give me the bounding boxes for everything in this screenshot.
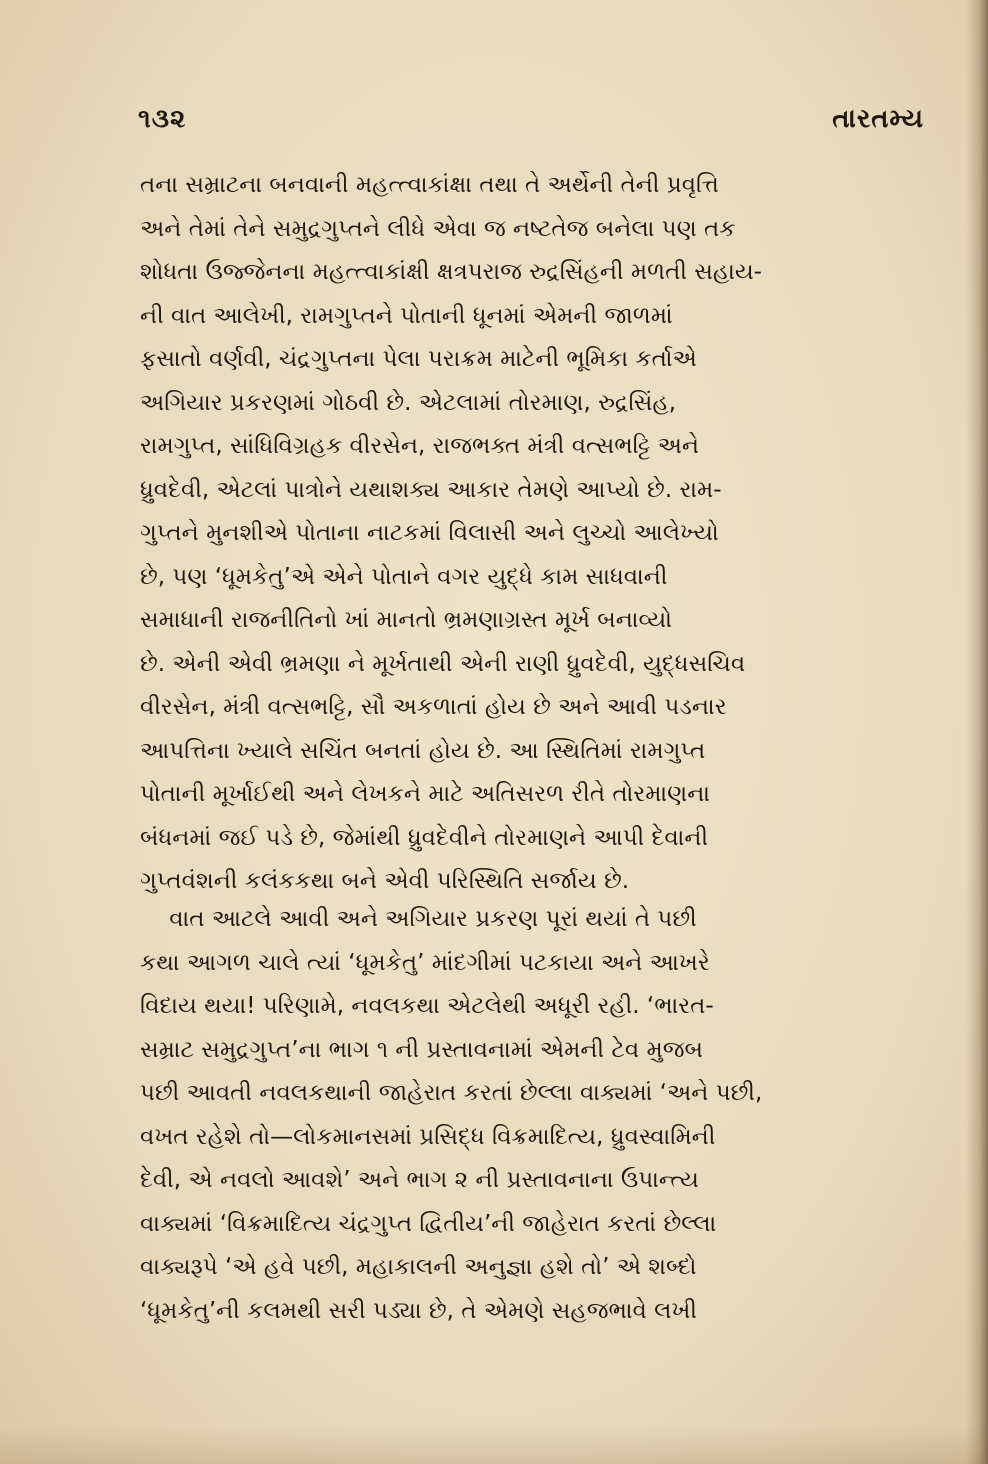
text-line: પોતાની મૂર્ખાઈથી અને લેખકને માટે અતિસરળ રીતે તોરમાણના (140, 781, 711, 807)
running-title: તારતમ્ય (832, 104, 924, 134)
text-line: વાક્યમાં ‘વિક્રમાદિત્ય ચંદ્રગુપ્ત દ્વિતીય’ની જાહેરાત કરતાં છેલ્લા (140, 1210, 717, 1237)
paragraph-2 (140, 898, 910, 1333)
text-line: વિદાય થયા! પરિણામે, નવલકથા એટલેથી અધૂરી રહી. ‘ભારત- (140, 993, 714, 1019)
text-line: ‘ધૂમકેતુ’ની કલમથી સરી પડ્યા છે, તે એમણે સહજભાવે લખી (140, 1297, 698, 1324)
text-line: વાક્યરૂપે ‘એ હવે પછી, મહાકાલની અનુજ્ઞા હશે તો’ એ શબ્દો (140, 1254, 697, 1280)
text-line: છે. એની એવી ભ્રમણા ને મૂર્ખતાથી એની રાણી ધ્રુવદેવી, યુદ્ધસચિવ (140, 650, 746, 677)
text-line: પછી આવતી નવલકથાની જાહેરાત કરતાં છેલ્લા વાક્યમાં ‘અને પછી, (140, 1080, 763, 1106)
page-header (138, 104, 924, 140)
page-number: ૧૩૨ (138, 104, 187, 134)
page-bottom-shadow (0, 1424, 988, 1464)
text-line: ફસાતો વર્ણવી, ચંદ્રગુપ્તના પેલા પરાક્રમ માટેની ભૂમિકા કર્તાએ (140, 346, 697, 372)
text-line: સમાધાની રાજનીતિનો ખાં માનતો ભ્રમણાગ્રસ્ત મૂર્ખ બનાવ્યો (140, 607, 672, 633)
text-line: રામગુપ્ત, સાંધિવિગ્રહક વીરસેન, રાજભક્ત મંત્રી વત્સભટ્ટિ અને (140, 433, 700, 459)
text-line: બંધનમાં જઈ પડે છે, જેમાંથી ધ્રુવદેવીને તોરમાણને આપી દેવાની (140, 824, 709, 851)
text-line: વખત રહેશે તો—લોકમાનસમાં પ્રસિદ્ધ વિક્રમાદિત્ય, ધ્રુવસ્વામિની (140, 1123, 716, 1150)
text-line: ધ્રુવદેવી, એટલાં પાત્રોને યથાશક્ય આકાર તેમણે આપ્યો છે. રામ- (140, 476, 722, 503)
text-line: ગુપ્તને મુનશીએ પોતાના નાટકમાં વિલાસી અને લુચ્ચો આલેખ્યો (140, 520, 719, 546)
text-line: દેવી, એ નવલો આવશે’ અને ભાગ ૨ ની પ્રસ્તાવનાના ઉપાન્ત્ય (140, 1167, 699, 1193)
text-line: તના સમ્રાટના બનવાની મહત્ત્વાકાંક્ષા તથા તે અર્થેની તેની પ્રવૃત્તિ (140, 172, 719, 198)
text-line: વીરસેન, મંત્રી વત્સભટ્ટિ, સૌ અકળાતાં હોય છે અને આવી પડનાર (140, 694, 727, 720)
text-line: કથા આગળ ચાલે ત્યાં ‘ધૂમકેતુ’ માંદગીમાં પટકાયા અને આખરે (140, 949, 710, 976)
page-edge-shadow (966, 0, 988, 1464)
text-line: ગુપ્તવંશની કલંકકથા બને એવી પરિસ્થિતિ સર્જાય છે. (140, 868, 630, 894)
text-line: શોધતા ઉજ્જેનના મહત્ત્વાકાંક્ષી ક્ષત્રપરાજ રુદ્રસિંહની મળતી સહાય- (140, 259, 762, 285)
text-line: ની વાત આલેખી, રામગુપ્તને પોતાની ધૂનમાં એમની જાળમાં (140, 302, 673, 329)
text-line: વાત આટલે આવી અને અગિયાર પ્રકરણ પૂરાં થયાં તે પછી (140, 906, 697, 932)
text-line: છે, પણ ‘ધૂમકેતુ’એ એને પોતાને વગર યુદ્ધે કામ સાધવાની (140, 563, 668, 590)
text-line: અગિયાર પ્રકરણમાં ગોઠવી છે. એટલામાં તોરમાણ, રુદ્રસિંહ, (140, 389, 677, 416)
text-line: અને તેમાં તેને સમુદ્રગુપ્તને લીધે એવા જ નષ્ટતેજ બનેલા પણ તક (140, 215, 736, 242)
text-line: સમ્રાટ સમુદ્રગુપ્ત’ના ભાગ ૧ ની પ્રસ્તાવનામાં એમની ટેવ મુજબ (140, 1036, 703, 1063)
paragraph-1 (140, 164, 910, 904)
text-line: આપત્તિના ખ્યાલે સચિંત બનતાં હોય છે. આ સ્થિતિમાં રામગુપ્ત (140, 737, 706, 764)
